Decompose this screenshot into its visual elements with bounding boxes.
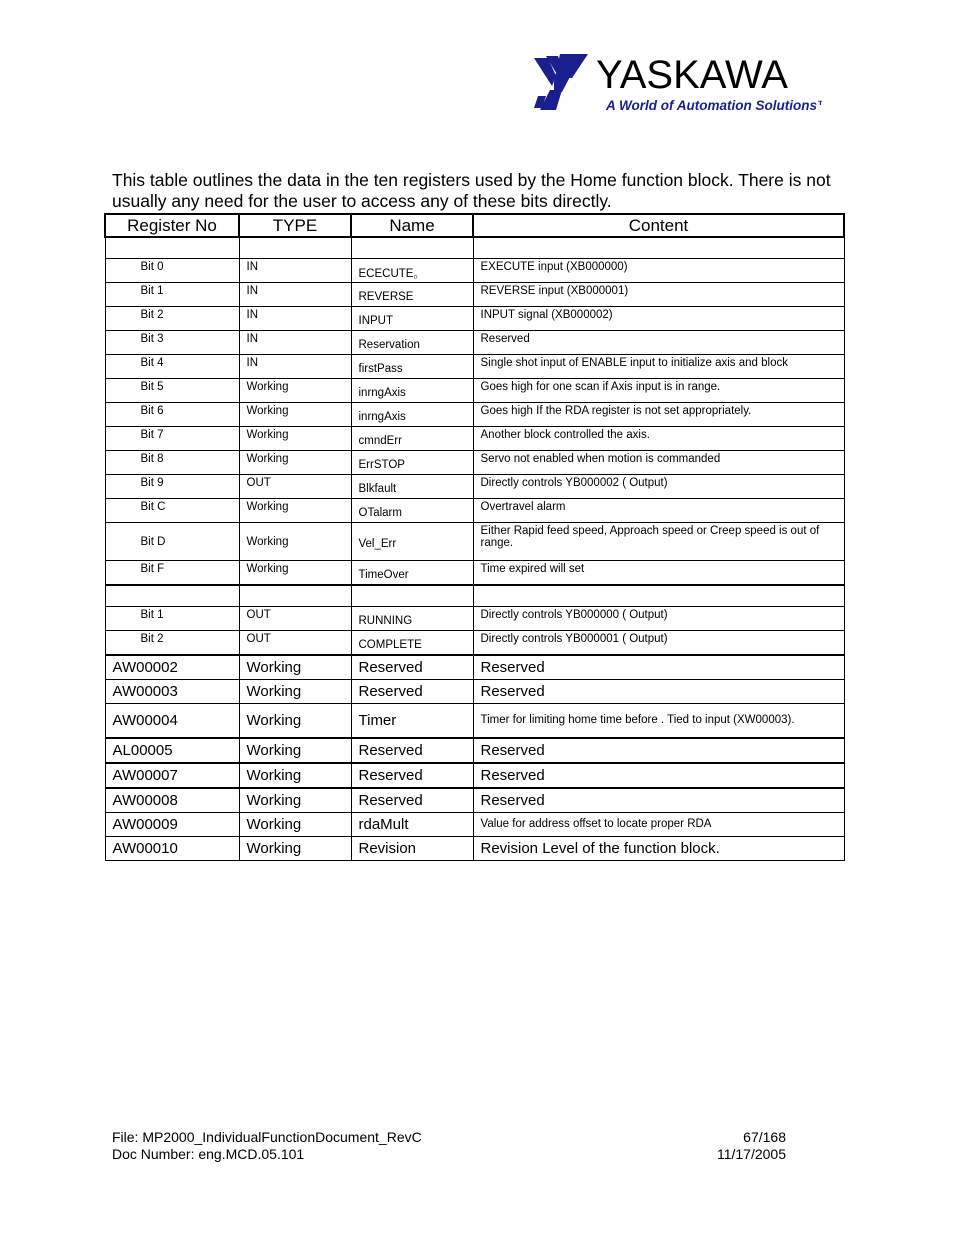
yaskawa-logo-graphic bbox=[532, 52, 822, 116]
type-cell: IN bbox=[239, 331, 351, 355]
blank-group-row bbox=[105, 237, 844, 259]
type-cell: OUT bbox=[239, 475, 351, 499]
content-cell: Reserved bbox=[473, 331, 844, 355]
table-row bbox=[105, 331, 844, 355]
register-cell: AW00002 bbox=[105, 655, 239, 680]
type-cell: Working bbox=[239, 763, 351, 788]
header-content: Content bbox=[473, 214, 844, 237]
content-cell: Another block controlled the axis. bbox=[473, 427, 844, 451]
content-cell: INPUT signal (XB000002) bbox=[473, 307, 844, 331]
register-cell: Bit C bbox=[105, 499, 239, 523]
content-cell: Single shot input of ENABLE input to initialize axis and block bbox=[473, 355, 844, 379]
register-cell: Bit 1 bbox=[105, 607, 239, 631]
type-cell: OUT bbox=[239, 631, 351, 656]
name-cell: inrngAxis bbox=[351, 403, 473, 427]
register-cell: AW00010 bbox=[105, 837, 239, 861]
table-row bbox=[105, 680, 844, 704]
type-cell: Working bbox=[239, 680, 351, 704]
table-row bbox=[105, 813, 844, 837]
table-row bbox=[105, 837, 844, 861]
table-row bbox=[105, 259, 844, 283]
table-row bbox=[105, 631, 844, 656]
type-cell: Working bbox=[239, 499, 351, 523]
blank-cell bbox=[239, 585, 351, 607]
table-row bbox=[105, 738, 844, 763]
content-cell: Directly controls YB000002 ( Output) bbox=[473, 475, 844, 499]
blank-group-row bbox=[105, 585, 844, 607]
table-row bbox=[105, 607, 844, 631]
svg-text:YASKAWA: YASKAWA bbox=[596, 53, 788, 97]
register-cell: Bit 2 bbox=[105, 307, 239, 331]
table-row bbox=[105, 475, 844, 499]
register-cell: AW00008 bbox=[105, 788, 239, 813]
type-cell: IN bbox=[239, 259, 351, 283]
footer-page-number: 67/168 bbox=[743, 1129, 786, 1145]
table-header-row bbox=[105, 214, 844, 237]
content-cell: Servo not enabled when motion is commanded bbox=[473, 451, 844, 475]
blank-cell bbox=[473, 237, 844, 259]
name-cell: OTalarm bbox=[351, 499, 473, 523]
register-cell: Bit F bbox=[105, 561, 239, 586]
header-register-no: Register No bbox=[105, 214, 239, 237]
name-cell: Reserved bbox=[351, 655, 473, 680]
header-type: TYPE bbox=[239, 214, 351, 237]
content-cell: EXECUTE input (XB000000) bbox=[473, 259, 844, 283]
register-cell: Bit 8 bbox=[105, 451, 239, 475]
type-cell: Working bbox=[239, 813, 351, 837]
name-cell: REVERSE bbox=[351, 283, 473, 307]
name-cell: Reserved bbox=[351, 763, 473, 788]
name-cell: inrngAxis bbox=[351, 379, 473, 403]
page-footer bbox=[112, 1129, 786, 1163]
register-cell: AW00004 bbox=[105, 704, 239, 739]
blank-cell bbox=[351, 585, 473, 607]
content-cell: Reserved bbox=[473, 738, 844, 763]
type-cell: OUT bbox=[239, 607, 351, 631]
name-cell: Reserved bbox=[351, 738, 473, 763]
register-cell: Bit 6 bbox=[105, 403, 239, 427]
content-cell: Goes high for one scan if Axis input is in range. bbox=[473, 379, 844, 403]
register-cell: Bit 0 bbox=[105, 259, 239, 283]
name-cell: cmndErr bbox=[351, 427, 473, 451]
register-cell: Bit 9 bbox=[105, 475, 239, 499]
name-cell: ErrSTOP bbox=[351, 451, 473, 475]
content-cell: Revision Level of the function block. bbox=[473, 837, 844, 861]
blank-cell bbox=[351, 237, 473, 259]
name-cell: rdaMult bbox=[351, 813, 473, 837]
table-row bbox=[105, 763, 844, 788]
name-cell: RUNNING bbox=[351, 607, 473, 631]
name-cell: TimeOver bbox=[351, 561, 473, 586]
blank-cell bbox=[105, 585, 239, 607]
type-cell: Working bbox=[239, 837, 351, 861]
name-cell: ECECUTE。 bbox=[351, 259, 473, 283]
blank-cell bbox=[473, 585, 844, 607]
type-cell: IN bbox=[239, 283, 351, 307]
content-cell: REVERSE input (XB000001) bbox=[473, 283, 844, 307]
table-row bbox=[105, 523, 844, 561]
table-row bbox=[105, 655, 844, 680]
name-cell: Revision bbox=[351, 837, 473, 861]
register-cell: Bit 1 bbox=[105, 283, 239, 307]
blank-cell bbox=[105, 237, 239, 259]
register-cell: AL00005 bbox=[105, 738, 239, 763]
type-cell: Working bbox=[239, 379, 351, 403]
name-cell: Timer bbox=[351, 704, 473, 739]
table-row bbox=[105, 307, 844, 331]
table-row bbox=[105, 355, 844, 379]
content-cell: Directly controls YB000001 ( Output) bbox=[473, 631, 844, 656]
table-row bbox=[105, 451, 844, 475]
register-cell: Bit 5 bbox=[105, 379, 239, 403]
yaskawa-logo bbox=[532, 52, 822, 116]
register-cell: Bit D bbox=[105, 523, 239, 561]
type-cell: Working bbox=[239, 655, 351, 680]
name-cell: Reserved bbox=[351, 788, 473, 813]
content-cell: Reserved bbox=[473, 788, 844, 813]
name-cell: INPUT bbox=[351, 307, 473, 331]
content-cell: Directly controls YB000000 ( Output) bbox=[473, 607, 844, 631]
content-cell: Overtravel alarm bbox=[473, 499, 844, 523]
register-cell: Bit 4 bbox=[105, 355, 239, 379]
content-cell: Value for address offset to locate proper RDA bbox=[473, 813, 844, 837]
type-cell: Working bbox=[239, 451, 351, 475]
name-cell: Blkfault bbox=[351, 475, 473, 499]
content-cell: Reserved bbox=[473, 763, 844, 788]
name-cell: Reservation bbox=[351, 331, 473, 355]
footer-file: File: MP2000_IndividualFunctionDocument_RevC bbox=[112, 1129, 422, 1145]
type-cell: Working bbox=[239, 523, 351, 561]
content-cell: Timer for limiting home time before . Tied to input (XW00003). bbox=[473, 704, 844, 739]
svg-text:A World of Automation Solution: A World of Automation Solutions™ bbox=[606, 98, 822, 113]
table-row bbox=[105, 788, 844, 813]
table-row bbox=[105, 283, 844, 307]
type-cell: Working bbox=[239, 403, 351, 427]
register-table bbox=[104, 213, 845, 861]
name-cell: Reserved bbox=[351, 680, 473, 704]
table-row bbox=[105, 704, 844, 739]
type-cell: IN bbox=[239, 355, 351, 379]
type-cell: Working bbox=[239, 738, 351, 763]
type-cell: Working bbox=[239, 427, 351, 451]
content-cell: Goes high If the RDA register is not set appropriately. bbox=[473, 403, 844, 427]
table-row bbox=[105, 379, 844, 403]
intro-paragraph: This table outlines the data in the ten registers used by the Home function block. There is not usually any need for the user to access any of these bits directly. bbox=[112, 170, 831, 211]
name-cell: Vel_Err bbox=[351, 523, 473, 561]
content-cell: Time expired will set bbox=[473, 561, 844, 586]
table-row bbox=[105, 499, 844, 523]
type-cell: Working bbox=[239, 788, 351, 813]
type-cell: Working bbox=[239, 561, 351, 586]
table-row bbox=[105, 427, 844, 451]
register-cell: AW00003 bbox=[105, 680, 239, 704]
name-cell: firstPass bbox=[351, 355, 473, 379]
name-cell: COMPLETE bbox=[351, 631, 473, 656]
footer-date: 11/17/2005 bbox=[716, 1146, 786, 1162]
type-cell: IN bbox=[239, 307, 351, 331]
type-cell: Working bbox=[239, 704, 351, 739]
content-cell: Either Rapid feed speed, Approach speed or Creep speed is out of range. bbox=[473, 523, 844, 561]
blank-cell bbox=[239, 237, 351, 259]
footer-doc-number: Doc Number: eng.MCD.05.101 bbox=[112, 1146, 305, 1162]
table-row bbox=[105, 561, 844, 586]
content-cell: Reserved bbox=[473, 655, 844, 680]
register-cell: AW00007 bbox=[105, 763, 239, 788]
content-cell: Reserved bbox=[473, 680, 844, 704]
register-cell: Bit 3 bbox=[105, 331, 239, 355]
header-name: Name bbox=[351, 214, 473, 237]
register-cell: AW00009 bbox=[105, 813, 239, 837]
register-cell: Bit 2 bbox=[105, 631, 239, 656]
register-cell: Bit 7 bbox=[105, 427, 239, 451]
table-row bbox=[105, 403, 844, 427]
